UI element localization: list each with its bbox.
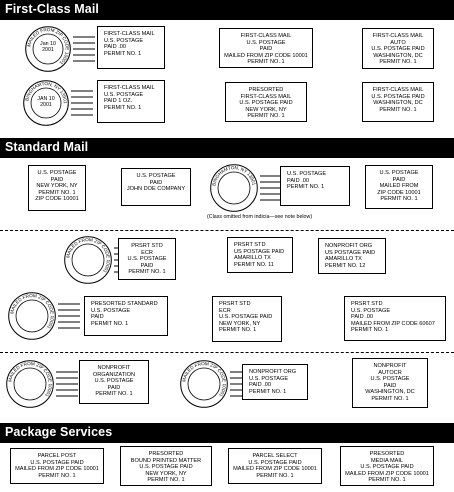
postmark-text: MAILED FROM ZIP CODE 10001 xyxy=(26,27,70,66)
indicia-line: FIRST-CLASS MAIL xyxy=(104,31,155,37)
indicia-line: PAID 1 OZ. xyxy=(104,98,133,105)
indicia-line: PERMIT NO. 1 xyxy=(379,59,417,66)
indicia-line: PAID xyxy=(149,179,163,186)
indicia-line: PERMIT NO. 1 xyxy=(368,477,406,484)
indicia-line: NONPROFIT xyxy=(373,363,407,369)
indicia-line: U.S. POSTAGE xyxy=(136,173,176,179)
indicia-line: MAILED FROM ZIP CODE 10001 xyxy=(15,466,99,473)
postmark-text: MAILED FROM ZIP CODE 10001 xyxy=(181,361,227,398)
indicia-line: AMARILLO TX xyxy=(325,256,362,263)
indicia-line: US POSTAGE PAID xyxy=(325,249,376,256)
indicia-line: U.S. POSTAGE xyxy=(104,91,144,98)
indicia xyxy=(28,165,86,211)
indicia-line: WASHINGTON, DC xyxy=(373,100,423,107)
indicia xyxy=(227,237,293,273)
indicia-line: U.S. POSTAGE xyxy=(287,171,327,177)
indicia-line: ORGANIZATION xyxy=(92,371,136,378)
indicia-line: MAILED FROM ZIP CODE 10001 xyxy=(224,52,308,59)
indicia xyxy=(97,80,165,123)
indicia-line: US POSTAGE PAID xyxy=(234,248,285,255)
indicia-line: PARCEL POST xyxy=(37,453,77,459)
indicia-line: U.S. POSTAGE PAID xyxy=(239,100,293,107)
indicia-line: MAILED FROM ZIP CODE 10001 xyxy=(345,470,429,477)
section-title: Package Services xyxy=(5,425,113,439)
indicia-line: PERMIT NO. 1 xyxy=(38,189,76,196)
indicia-line: PERMIT NO. 1 xyxy=(147,477,185,484)
indicia-line: ZIP CODE 10001 xyxy=(377,189,421,196)
indicia-line: PRESORTED xyxy=(369,451,405,457)
indicia-line: FIRST-CLASS MAIL xyxy=(104,85,155,91)
indicia-line: PERMIT NO. 1 xyxy=(379,106,417,113)
section-header-package xyxy=(0,423,454,443)
postmark-stamp xyxy=(180,360,228,408)
postmark-year: 2001 xyxy=(42,47,54,53)
section-header-first-class xyxy=(0,0,454,20)
indicia-line: PRSRT STD xyxy=(131,243,163,249)
indicia-line: ZIP CODE 10001 xyxy=(35,196,79,203)
divider xyxy=(0,352,454,353)
indicia-line: U.S. POSTAGE xyxy=(249,375,289,382)
indicia-line: NONPROFIT xyxy=(97,365,131,371)
indicia-line: PAID xyxy=(50,176,64,183)
indicia xyxy=(219,28,313,68)
indicia xyxy=(365,165,433,209)
indicia-line: MAILED FROM ZIP CODE 10001 xyxy=(233,466,317,473)
indicia-line: PERMIT NO. 1 xyxy=(247,113,285,120)
postmark-date: Jan 10 xyxy=(40,41,56,47)
postmark-text: MAILED FROM ZIP CODE 10001 xyxy=(65,237,111,274)
indicia-line: PERMIT NO. 1 xyxy=(38,472,76,479)
indicia-line: AMARILLO TX xyxy=(234,255,271,262)
postmark-text: BINGHAMTON, NY 13901 xyxy=(24,81,68,104)
postmark-stamp xyxy=(6,360,54,408)
indicia xyxy=(225,82,307,122)
indicia-line: ECR xyxy=(219,307,231,314)
indicia-line: PAID xyxy=(259,46,273,53)
indicia-line: PERMIT NO. 1 xyxy=(95,391,133,398)
indicia-line: FIRST-CLASS MAIL xyxy=(372,87,424,93)
indicia-line: U.S. POSTAGE PAID xyxy=(139,464,193,471)
indicia-line: PERMIT NO. 1 xyxy=(351,327,389,334)
indicia xyxy=(344,296,446,341)
postmark-date: JAN 10 xyxy=(37,96,55,102)
indicia xyxy=(212,296,282,342)
postmark-text: MAILED FROM ZIP CODE 10001 xyxy=(9,293,55,330)
indicia-line: PRESORTED xyxy=(148,451,184,457)
indicia-line: NEW YORK, NY xyxy=(36,183,78,190)
indicia xyxy=(362,82,434,122)
indicia-line: U.S. POSTAGE xyxy=(127,256,167,263)
indicia-line: PAID .00 xyxy=(351,314,373,321)
indicia-line: JOHN DOE COMPANY xyxy=(126,186,186,193)
indicia-line: U.S. POSTAGE xyxy=(91,307,131,314)
indicia-line: U.S. POSTAGE xyxy=(104,37,144,44)
indicia-line: PAID xyxy=(91,314,104,321)
indicia-line: PERMIT NO. 1 xyxy=(104,50,142,57)
divider xyxy=(0,230,454,231)
section-title: First-Class Mail xyxy=(5,2,99,16)
indicia-line: PERMIT NO. 1 xyxy=(256,472,294,479)
indicia-line: NONPROFIT ORG xyxy=(249,369,297,375)
indicia-line: PERMIT NO. 1 xyxy=(249,388,287,395)
indicia xyxy=(242,364,308,400)
indicia-line: PAID .00 xyxy=(287,177,309,184)
indicia xyxy=(121,168,191,206)
indicia-line: U.S. POSTAGE xyxy=(37,170,77,176)
indicia-line: FIRST-CLASS MAIL xyxy=(240,33,292,39)
indicia-line: PERMIT NO. 1 xyxy=(247,59,285,66)
indicia-line: U.S. POSTAGE PAID xyxy=(371,46,425,53)
indicia-line: PRESORTED STANDARD xyxy=(91,301,158,307)
postmark-text: BINGHAMTON, NY 13901 xyxy=(211,165,257,187)
indicia-line: PRSRT STD xyxy=(351,301,383,307)
indicia xyxy=(280,166,350,206)
postmark-stamp xyxy=(210,164,258,212)
postmark-stamp xyxy=(25,26,71,72)
indicia-line: WASHINGTON, DC xyxy=(373,52,423,59)
indicia-line: AUTO xyxy=(390,39,406,46)
indicia-line: NEW YORK, NY xyxy=(245,106,287,113)
indicia-line: MAILED FROM xyxy=(379,183,419,190)
indicia-line: MAILED FROM ZIP CODE 60607 xyxy=(351,320,435,327)
indicia-line: U.S. POSTAGE PAID xyxy=(219,314,273,321)
indicia-line: U.S. POSTAGE xyxy=(370,376,410,383)
indicia-line: PERMIT NO. 1 xyxy=(91,320,129,327)
indicia-line: PAID .00 xyxy=(249,382,271,389)
indicia-line: PARCEL SELECT xyxy=(252,453,298,459)
indicia-line: PERMIT NO. 1 xyxy=(128,269,166,276)
indicia-line: FIRST-CLASS MAIL xyxy=(372,33,424,39)
indicia xyxy=(362,28,434,69)
indicia-line: PRSRT STD xyxy=(234,242,266,248)
postmark-stamp xyxy=(23,80,69,126)
indicia-line: U.S. POSTAGE xyxy=(351,307,391,314)
indicia xyxy=(118,238,176,280)
indicia-line: U.S. POSTAGE PAID xyxy=(30,459,84,466)
indicia-line: PAID xyxy=(383,382,397,389)
indicia xyxy=(97,26,165,69)
indicia-line: PERMIT NO. 1 xyxy=(219,327,257,334)
indicia xyxy=(228,448,322,484)
indicia-line: PAID .00 xyxy=(104,44,126,51)
indicia xyxy=(79,360,149,404)
indicia-line: PERMIT NO. 1 xyxy=(380,196,418,203)
section-header-standard xyxy=(0,138,454,158)
postmark-year: 2001 xyxy=(40,102,52,108)
indicia-line: U.S. POSTAGE xyxy=(94,378,134,385)
indicia-line: PAID xyxy=(107,384,121,391)
indicia-line: PERMIT NO. 1 xyxy=(104,104,142,111)
indicia-line: NONPROFIT ORG xyxy=(325,243,373,249)
indicia-line: PAID xyxy=(392,176,406,183)
indicia-line: U.S. POSTAGE PAID xyxy=(360,464,414,471)
indicia-line: PERMIT NO. 1 xyxy=(371,395,409,402)
indicia-line: PERMIT NO. 11 xyxy=(234,261,274,268)
indicia-line: AUTOCR xyxy=(378,369,402,376)
indicia-line: U.S. POSTAGE xyxy=(379,170,419,176)
indicia-line: U.S. POSTAGE PAID xyxy=(371,93,425,100)
indicia-line: WASHINGTON, DC xyxy=(365,389,415,396)
postmark-stamp xyxy=(64,236,112,284)
indicia xyxy=(318,238,386,274)
indicia-line: U.S. POSTAGE PAID xyxy=(248,459,302,466)
indicia-line: PERMIT NO. 12 xyxy=(325,262,366,269)
indicia xyxy=(352,358,428,408)
indicia-line: ECR xyxy=(141,249,153,256)
postmark-text: MAILED FROM ZIP CODE 10001 xyxy=(7,361,53,398)
indicia-line: BOUND PRINTED MATTER xyxy=(130,457,202,464)
indicia xyxy=(10,448,104,484)
class-omitted-note: (Class omitted from indicia—see note below) xyxy=(207,214,313,220)
postmark-stamp xyxy=(8,292,56,340)
indicia-line: PERMIT NO. 1 xyxy=(287,184,325,191)
indicia xyxy=(340,446,434,486)
indicia-line: PRESORTED xyxy=(248,87,284,93)
indicia xyxy=(84,296,168,336)
indicia-line: NEW YORK, NY xyxy=(145,470,187,477)
indicia-line: MEDIA MAIL xyxy=(370,457,404,464)
indicia-line: PAID xyxy=(140,262,154,269)
indicia-line: FIRST-CLASS MAIL xyxy=(240,93,292,100)
indicia-line: PRSRT STD xyxy=(219,301,251,307)
section-title: Standard Mail xyxy=(5,140,89,154)
indicia-line: U.S. POSTAGE xyxy=(246,39,286,46)
indicia xyxy=(120,446,212,486)
indicia-line: NEW YORK, NY xyxy=(219,320,261,327)
